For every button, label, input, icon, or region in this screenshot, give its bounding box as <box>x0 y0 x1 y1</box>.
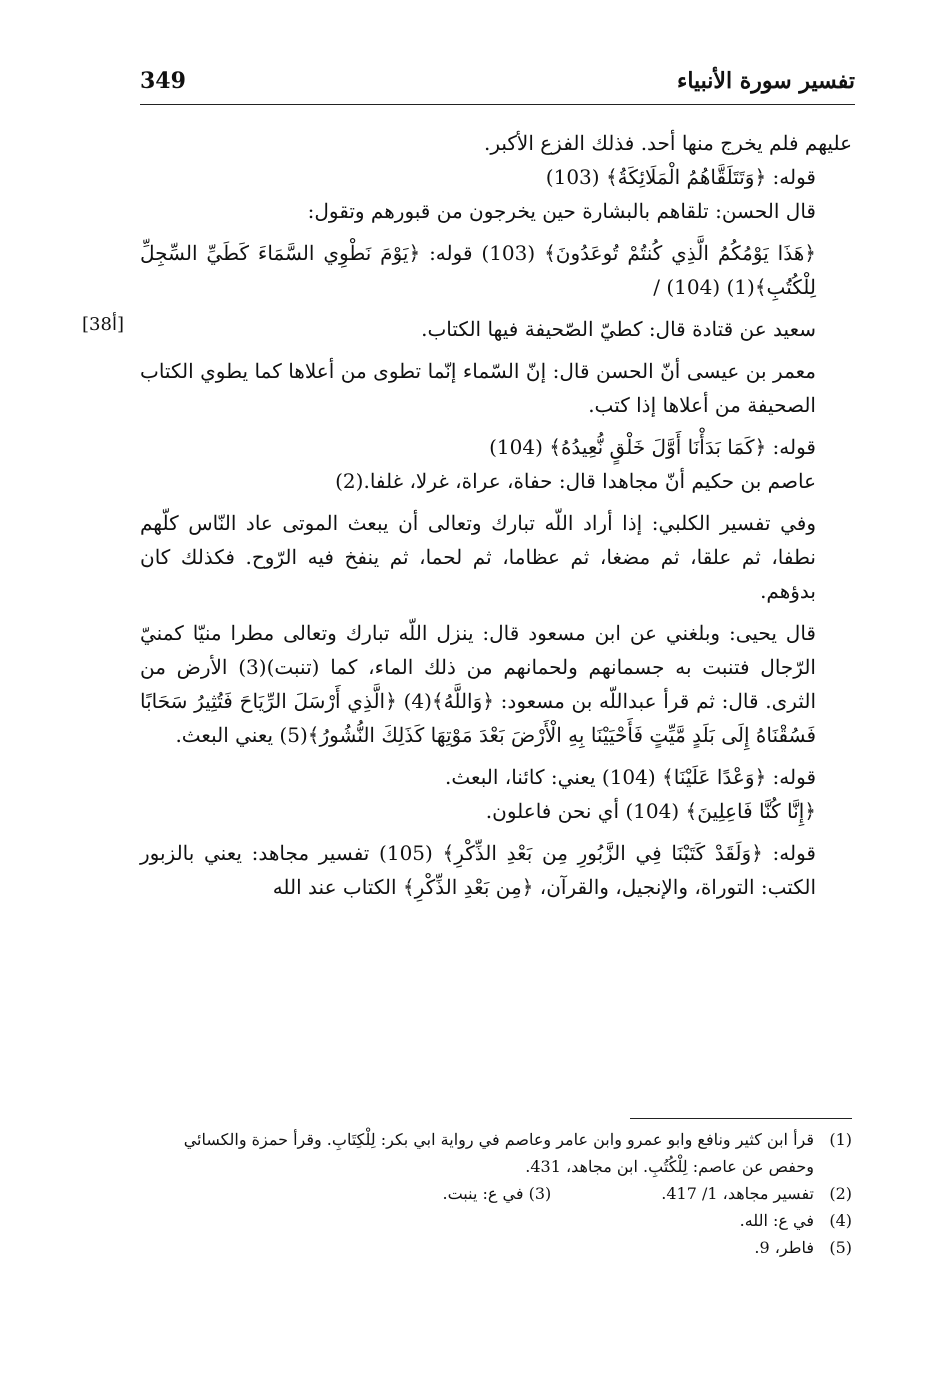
page-header <box>140 66 855 102</box>
paragraph: قوله: ﴿وَلَقَدْ كَتَبْنَا فِي الزَّبُورِ مِن بَعْدِ الذِّكْرِ﴾ (105) تفسير مجاهد: يعني بالزبور الكتب: التوراة، والإنجيل، والقرآن، ﴿مِن بَعْدِ الذِّكْرِ﴾ الكتاب عند الله <box>140 841 816 899</box>
footnote-number: (1) <box>829 1130 852 1149</box>
footnote-text: فاطر، 9. <box>754 1238 814 1257</box>
paragraph: ﴿إِنَّا كُنَّا فَاعِلِينَ﴾ (104) أي نحن فاعلون. <box>485 799 816 823</box>
paragraph: معمر بن عيسى أنّ الحسن قال: إنّ السّماء إنّما تطوى من أعلاها كما يطوي الكتاب الصحيفة من أعلاها إذا كتب. <box>140 359 816 417</box>
footnotes <box>140 1126 852 1261</box>
footnote-number: (2) <box>829 1184 852 1203</box>
footnote-text: قرأ ابن كثير ونافع وابو عمرو وابن عامر وعاصم في رواية ابي بكر: لِلْكِتَابِ. وقرأ حمزة والكسائي وحفص عن عاصم: لِلْكُتُبِ. ابن مجاهد، 431. <box>183 1130 814 1176</box>
footnote-text: تفسير مجاهد، 1/ 417. <box>661 1184 814 1203</box>
footnote-number: (4) <box>829 1211 852 1230</box>
paragraph: عليهم فلم يخرج منها أحد. فذلك الفزع الأكبر. <box>483 131 852 155</box>
page-number: 349 <box>140 68 186 94</box>
footnote <box>140 1180 852 1207</box>
paragraph: قوله: ﴿كَمَا بَدَأْنَا أَوَّلَ خَلْقٍ نُّعِيدُهُ﴾ (104) <box>489 435 816 459</box>
paragraph: قال يحيى: وبلغني عن ابن مسعود قال: ينزل اللّه تبارك وتعالى مطرا منيّا كمنيّ الرّجال فتنبت به جسمانهم ولحمانهم من ذلك الماء، كما (تنبت)(3) الأرض من الثرى. قال: ثم قرأ عبداللّه بن مسعود: ﴿وَاللَّهُ﴾(4) ﴿الَّذِي أَرْسَلَ الرِّيَاحَ فَتُثِيرُ سَحَابًا فَسُقْنَاهُ إِلَى بَلَدٍ مَّيِّتٍ فَأَحْيَيْنَا بِهِ الْأَرْضَ بَعْدَ مَوْتِهَا كَذَلِكَ النُّشُورُ﴾(5) يعني البعث. <box>140 621 817 747</box>
paragraph: قوله: ﴿وَتَتَلَقَّاهُمُ الْمَلَائِكَةُ﴾ (103) <box>545 165 816 189</box>
footnote <box>140 1126 852 1180</box>
paragraph: سعيد عن قتادة قال: كطيّ الصّحيفة فيها الكتاب. <box>421 317 816 341</box>
footnote <box>140 1207 852 1234</box>
paragraph: ﴿هَذَا يَوْمُكُمُ الَّذِي كُنتُمْ تُوعَدُونَ﴾ (103) قوله: ﴿يَوْمَ نَطْوِي السَّمَاءَ كَطَيِّ السِّجِلِّ لِلْكُتُبِ﴾(1) (104) / <box>140 241 816 299</box>
paragraph: وفي تفسير الكلبي: إذا أراد اللّه تبارك وتعالى أن يبعث الموتى عاد النّاس كلّهم نطفا، ثم علقا، ثم مضغا، ثم عظاما، ثم لحما، ثم ينفخ فيه الرّوح. فكذلك كان بدؤهم. <box>140 511 816 603</box>
paragraph: قوله: ﴿وَعْدًا عَلَيْنَا﴾ (104) يعني: كائنا، البعث. <box>445 765 816 789</box>
paragraph: قال الحسن: تلقاهم بالبشارة حين يخرجون من قبورهم وتقول: <box>307 199 816 223</box>
header-rule <box>140 104 855 105</box>
body-text <box>140 126 852 904</box>
footnote-text: في ع: ينبت. <box>442 1184 524 1203</box>
margin-folio-note: [38أ] <box>82 314 124 335</box>
footnote-text: في ع: الله. <box>739 1211 814 1230</box>
paragraph: عاصم بن حكيم أنّ مجاهدا قال: حفاة، عراة، غرلا، غلفا.(2) <box>335 469 816 493</box>
footnote-rule <box>630 1118 852 1119</box>
footnote-number: (5) <box>829 1238 852 1257</box>
footnote <box>140 1234 852 1261</box>
footnote-number: (3) <box>528 1184 552 1203</box>
running-title: تفسير سورة الأنبياء <box>676 68 855 94</box>
